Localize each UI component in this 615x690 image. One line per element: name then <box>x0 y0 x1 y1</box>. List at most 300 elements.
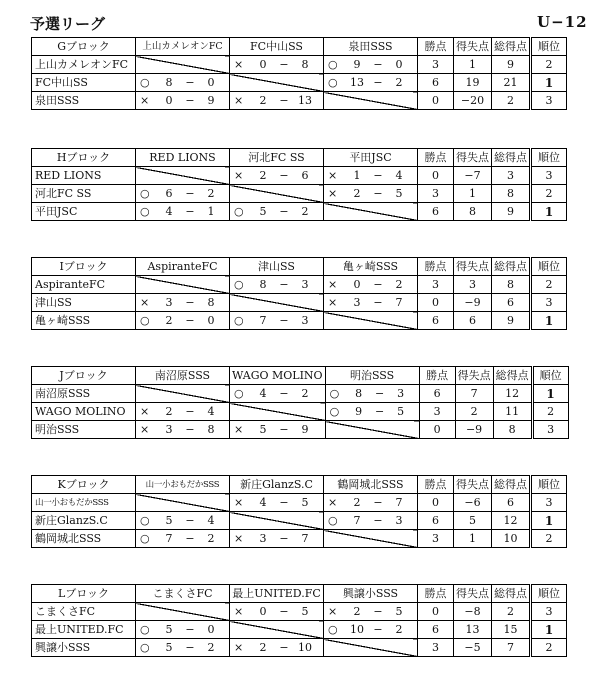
self-match-cell <box>136 167 230 185</box>
points-value: 0 <box>419 421 455 439</box>
team-name: 新庄GlanzS.C <box>32 512 136 530</box>
result-mark: × <box>234 422 244 436</box>
team-row <box>32 603 567 621</box>
goal-difference-value: 8 <box>454 203 492 221</box>
result-mark: × <box>328 295 338 309</box>
score-against: 5 <box>301 604 309 618</box>
score-separator: − <box>373 168 383 182</box>
self-match-cell <box>230 512 324 530</box>
group-header-row <box>32 476 567 494</box>
result-mark: ○ <box>234 313 244 327</box>
opponent-header: 興譲小SSS <box>324 585 418 603</box>
self-match-cell <box>324 639 418 657</box>
team-name: 平田JSC <box>32 203 136 221</box>
result-mark: × <box>140 295 150 309</box>
goals-scored-header: 総得点 <box>492 476 531 494</box>
goal-difference-value: 1 <box>454 185 492 203</box>
group-table <box>31 257 567 330</box>
goal-difference-value: 2 <box>455 403 493 421</box>
team-name: 亀ヶ崎SSS <box>32 312 136 330</box>
score-for: 4 <box>259 386 267 400</box>
group-name: Hブロック <box>32 149 136 167</box>
score-against: 13 <box>298 93 312 107</box>
rank-value: 3 <box>531 167 567 185</box>
result-mark: × <box>234 531 244 545</box>
score-against: 2 <box>395 277 403 291</box>
opponent-header: AspiranteFC <box>136 258 230 276</box>
rank-value: 2 <box>531 530 567 548</box>
goal-difference-header: 得失点 <box>454 585 492 603</box>
result-mark: × <box>328 495 338 509</box>
score-separator: − <box>185 640 195 654</box>
score-separator: − <box>279 57 289 71</box>
score-for: 6 <box>165 186 173 200</box>
rank-value: 3 <box>531 603 567 621</box>
team-row <box>32 494 567 512</box>
score-separator: − <box>373 295 383 309</box>
match-result <box>230 203 324 221</box>
goals-scored-value: 8 <box>492 185 531 203</box>
opponent-header: 上山カメレオンFC <box>136 38 230 56</box>
goal-difference-value: −6 <box>454 494 492 512</box>
rank-value: 2 <box>531 56 567 74</box>
score-separator: − <box>185 295 195 309</box>
points-value: 3 <box>418 530 454 548</box>
group-table <box>31 584 567 657</box>
team-row <box>32 512 567 530</box>
self-match-cell <box>136 603 230 621</box>
match-result <box>324 603 418 621</box>
team-name: 明治SSS <box>32 421 136 439</box>
group-header-row <box>32 585 567 603</box>
points-value: 6 <box>418 203 454 221</box>
team-name: WAGO MOLINO <box>32 403 136 421</box>
result-mark: × <box>328 168 338 182</box>
match-result <box>230 603 324 621</box>
score-for: 2 <box>259 93 267 107</box>
opponent-header: 河北FC SS <box>230 149 324 167</box>
score-against: 10 <box>298 640 312 654</box>
opponent-header: 明治SSS <box>325 367 419 385</box>
team-name: AspiranteFC <box>32 276 136 294</box>
team-row <box>32 276 567 294</box>
goal-difference-value: −9 <box>455 421 493 439</box>
score-against: 5 <box>395 186 403 200</box>
result-mark: ○ <box>328 75 338 89</box>
rank-value: 1 <box>531 74 567 92</box>
rank-value: 2 <box>531 185 567 203</box>
group-header-row <box>32 258 567 276</box>
self-match-cell <box>136 276 230 294</box>
rank-header: 順位 <box>531 149 567 167</box>
match-result <box>324 494 418 512</box>
score-against: 3 <box>397 386 405 400</box>
score-against: 8 <box>207 422 215 436</box>
match-result <box>325 385 419 403</box>
score-against: 2 <box>207 186 215 200</box>
score-separator: − <box>185 531 195 545</box>
rank-header: 順位 <box>531 585 567 603</box>
match-result <box>230 92 324 110</box>
score-separator: − <box>279 386 289 400</box>
points-value: 6 <box>418 512 454 530</box>
score-for: 2 <box>353 186 361 200</box>
match-result <box>230 494 324 512</box>
team-name: 津山SS <box>32 294 136 312</box>
team-name: 興譲小SSS <box>32 639 136 657</box>
result-mark: × <box>328 186 338 200</box>
score-separator: − <box>279 277 289 291</box>
result-mark: ○ <box>140 313 150 327</box>
match-result <box>230 530 324 548</box>
score-for: 1 <box>353 168 361 182</box>
points-value: 0 <box>418 167 454 185</box>
goal-difference-header: 得失点 <box>454 476 492 494</box>
rank-value: 1 <box>531 621 567 639</box>
team-name: 上山カメレオンFC <box>32 56 136 74</box>
goals-scored-value: 11 <box>493 403 532 421</box>
self-match-cell <box>230 74 324 92</box>
points-value: 6 <box>418 621 454 639</box>
rank-value: 1 <box>532 385 568 403</box>
team-name: FC中山SS <box>32 74 136 92</box>
result-mark: ○ <box>140 204 150 218</box>
team-name: 鶴岡城北SSS <box>32 530 136 548</box>
match-result <box>230 639 324 657</box>
self-match-cell <box>324 530 418 548</box>
rank-value: 3 <box>531 294 567 312</box>
score-for: 2 <box>353 495 361 509</box>
score-against: 3 <box>301 277 309 291</box>
points-value: 3 <box>418 56 454 74</box>
score-for: 10 <box>350 622 364 636</box>
group-name: Lブロック <box>32 585 136 603</box>
goal-difference-header: 得失点 <box>454 149 492 167</box>
score-against: 8 <box>301 57 309 71</box>
team-row <box>32 294 567 312</box>
goals-scored-value: 2 <box>492 92 531 110</box>
goal-difference-value: 7 <box>455 385 493 403</box>
self-match-cell <box>136 56 230 74</box>
score-for: 2 <box>165 404 173 418</box>
score-for: 5 <box>165 622 173 636</box>
rank-value: 1 <box>531 203 567 221</box>
goal-difference-header: 得失点 <box>454 258 492 276</box>
goals-scored-value: 21 <box>492 74 531 92</box>
score-against: 0 <box>207 622 215 636</box>
rank-header: 順位 <box>531 258 567 276</box>
score-for: 0 <box>353 277 361 291</box>
goals-scored-value: 2 <box>492 603 531 621</box>
opponent-header: 亀ヶ崎SSS <box>324 258 418 276</box>
goals-scored-header: 総得点 <box>493 367 532 385</box>
points-value: 6 <box>418 74 454 92</box>
opponent-header: RED LIONS <box>136 149 230 167</box>
score-against: 2 <box>395 622 403 636</box>
self-match-cell <box>230 185 324 203</box>
score-against: 2 <box>395 75 403 89</box>
points-value: 0 <box>418 92 454 110</box>
score-separator: − <box>185 186 195 200</box>
goals-scored-value: 15 <box>492 621 531 639</box>
score-separator: − <box>279 495 289 509</box>
score-for: 4 <box>165 204 173 218</box>
goals-scored-value: 9 <box>492 203 531 221</box>
group-header-row <box>32 38 567 56</box>
score-separator: − <box>279 604 289 618</box>
goal-difference-value: −7 <box>454 167 492 185</box>
score-separator: − <box>279 531 289 545</box>
match-result <box>230 167 324 185</box>
score-separator: − <box>374 404 385 418</box>
opponent-header: FC中山SS <box>230 38 324 56</box>
score-separator: − <box>374 386 385 400</box>
team-row <box>32 403 569 421</box>
group-table <box>31 475 567 548</box>
match-result <box>230 421 326 439</box>
result-mark: ○ <box>140 186 150 200</box>
score-against: 4 <box>395 168 403 182</box>
team-name: 最上UNITED.FC <box>32 621 136 639</box>
match-result <box>136 403 230 421</box>
opponent-header: 最上UNITED.FC <box>230 585 324 603</box>
team-name: 泉田SSS <box>32 92 136 110</box>
result-mark: × <box>234 93 244 107</box>
score-against: 7 <box>395 295 403 309</box>
result-mark: ○ <box>329 404 340 418</box>
score-for: 7 <box>353 513 361 527</box>
opponent-header: WAGO MOLINO <box>230 367 326 385</box>
group-table <box>31 37 567 110</box>
opponent-header: 南沼原SSS <box>136 367 230 385</box>
result-mark: ○ <box>234 386 244 400</box>
rank-header: 順位 <box>531 476 567 494</box>
goals-scored-header: 総得点 <box>492 258 531 276</box>
match-result <box>324 74 418 92</box>
team-row <box>32 639 567 657</box>
score-separator: − <box>279 313 289 327</box>
score-against: 0 <box>207 75 215 89</box>
self-match-cell <box>136 494 230 512</box>
rank-header: 順位 <box>531 38 567 56</box>
result-mark: ○ <box>328 622 338 636</box>
goals-scored-header: 総得点 <box>492 149 531 167</box>
self-match-cell <box>325 421 419 439</box>
score-separator: − <box>373 277 383 291</box>
rank-header: 順位 <box>532 367 568 385</box>
score-separator: − <box>373 495 383 509</box>
result-mark: ○ <box>234 277 244 291</box>
score-against: 8 <box>207 295 215 309</box>
score-separator: − <box>279 640 289 654</box>
goals-scored-value: 9 <box>492 56 531 74</box>
opponent-header: 平田JSC <box>324 149 418 167</box>
result-mark: ○ <box>328 57 338 71</box>
score-for: 5 <box>165 640 173 654</box>
rank-value: 3 <box>532 421 568 439</box>
match-result <box>230 385 326 403</box>
group-name: Jブロック <box>32 367 136 385</box>
team-row <box>32 56 567 74</box>
score-for: 3 <box>165 295 173 309</box>
goal-difference-value: 13 <box>454 621 492 639</box>
points-header: 勝点 <box>418 149 454 167</box>
goal-difference-value: 1 <box>454 530 492 548</box>
points-value: 3 <box>419 403 455 421</box>
score-for: 7 <box>259 313 267 327</box>
page-title: 予選リーグ <box>30 15 106 33</box>
rank-value: 2 <box>532 403 568 421</box>
points-value: 3 <box>418 185 454 203</box>
rank-value: 1 <box>531 512 567 530</box>
goal-difference-value: 6 <box>454 312 492 330</box>
team-name: 河北FC SS <box>32 185 136 203</box>
opponent-header: 新庄GlanzS.C <box>230 476 324 494</box>
score-against: 3 <box>301 313 309 327</box>
score-for: 9 <box>353 57 361 71</box>
score-against: 2 <box>301 204 309 218</box>
score-for: 0 <box>259 604 267 618</box>
opponent-header: 山一小おもだかSSS <box>136 476 230 494</box>
goal-difference-value: 5 <box>454 512 492 530</box>
group-table <box>31 366 569 439</box>
result-mark: ○ <box>140 75 150 89</box>
match-result <box>136 512 230 530</box>
score-separator: − <box>373 604 383 618</box>
result-mark: × <box>140 422 150 436</box>
goals-scored-value: 12 <box>492 512 531 530</box>
result-mark: × <box>140 404 150 418</box>
score-separator: − <box>185 93 195 107</box>
goals-scored-value: 8 <box>493 421 532 439</box>
points-header: 勝点 <box>418 585 454 603</box>
team-row <box>32 74 567 92</box>
opponent-header: 鶴岡城北SSS <box>324 476 418 494</box>
score-for: 9 <box>355 404 363 418</box>
match-result <box>136 294 230 312</box>
score-against: 5 <box>395 604 403 618</box>
goal-difference-value: −20 <box>454 92 492 110</box>
score-separator: − <box>185 75 195 89</box>
goal-difference-value: −9 <box>454 294 492 312</box>
score-separator: − <box>279 168 289 182</box>
score-separator: − <box>373 622 383 636</box>
goal-difference-header: 得失点 <box>455 367 493 385</box>
goals-scored-value: 6 <box>492 294 531 312</box>
match-result <box>136 203 230 221</box>
score-against: 5 <box>301 495 309 509</box>
group-name: Gブロック <box>32 38 136 56</box>
score-against: 7 <box>395 495 403 509</box>
team-row <box>32 530 567 548</box>
score-against: 0 <box>207 313 215 327</box>
points-value: 3 <box>418 639 454 657</box>
result-mark: ○ <box>140 513 150 527</box>
rank-value: 2 <box>531 639 567 657</box>
match-result <box>136 530 230 548</box>
score-separator: − <box>279 204 289 218</box>
goals-scored-value: 12 <box>493 385 532 403</box>
team-row <box>32 621 567 639</box>
team-row <box>32 203 567 221</box>
score-for: 2 <box>165 313 173 327</box>
score-for: 2 <box>259 640 267 654</box>
score-for: 3 <box>353 295 361 309</box>
match-result <box>230 276 324 294</box>
self-match-cell <box>324 92 418 110</box>
score-separator: − <box>279 422 289 436</box>
score-separator: − <box>373 513 383 527</box>
score-for: 0 <box>259 57 267 71</box>
result-mark: ○ <box>140 640 150 654</box>
points-header: 勝点 <box>418 476 454 494</box>
group-name: Iブロック <box>32 258 136 276</box>
score-for: 5 <box>259 422 267 436</box>
self-match-cell <box>324 312 418 330</box>
team-row <box>32 92 567 110</box>
opponent-header: 津山SS <box>230 258 324 276</box>
match-result <box>324 167 418 185</box>
score-for: 5 <box>165 513 173 527</box>
result-mark: × <box>328 277 338 291</box>
result-mark: ○ <box>234 204 244 218</box>
match-result <box>136 312 230 330</box>
score-for: 13 <box>350 75 364 89</box>
score-against: 7 <box>301 531 309 545</box>
score-separator: − <box>279 93 289 107</box>
score-separator: − <box>185 204 195 218</box>
result-mark: ○ <box>140 531 150 545</box>
score-for: 2 <box>259 168 267 182</box>
goals-scored-value: 7 <box>492 639 531 657</box>
score-separator: − <box>185 513 195 527</box>
score-against: 0 <box>395 57 403 71</box>
self-match-cell <box>230 294 324 312</box>
match-result <box>136 185 230 203</box>
score-against: 9 <box>301 422 309 436</box>
goals-scored-value: 9 <box>492 312 531 330</box>
points-header: 勝点 <box>418 38 454 56</box>
score-separator: − <box>185 422 195 436</box>
score-separator: − <box>373 186 383 200</box>
match-result <box>136 621 230 639</box>
score-for: 0 <box>165 93 173 107</box>
team-name: 南沼原SSS <box>32 385 136 403</box>
match-result <box>324 294 418 312</box>
self-match-cell <box>230 621 324 639</box>
score-separator: − <box>185 622 195 636</box>
match-result <box>230 56 324 74</box>
goals-scored-value: 8 <box>492 276 531 294</box>
score-against: 3 <box>395 513 403 527</box>
score-for: 8 <box>259 277 267 291</box>
score-for: 4 <box>259 495 267 509</box>
team-row <box>32 385 569 403</box>
team-name: 山一小おもだかSSS <box>32 494 136 512</box>
score-against: 2 <box>207 531 215 545</box>
score-for: 3 <box>259 531 267 545</box>
match-result <box>324 621 418 639</box>
score-against: 4 <box>207 513 215 527</box>
goal-difference-value: −5 <box>454 639 492 657</box>
age-category-label: U−12 <box>537 13 588 31</box>
result-mark: × <box>234 640 244 654</box>
points-value: 0 <box>418 494 454 512</box>
points-header: 勝点 <box>418 258 454 276</box>
group-header-row <box>32 367 569 385</box>
result-mark: ○ <box>328 513 338 527</box>
points-header: 勝点 <box>419 367 455 385</box>
